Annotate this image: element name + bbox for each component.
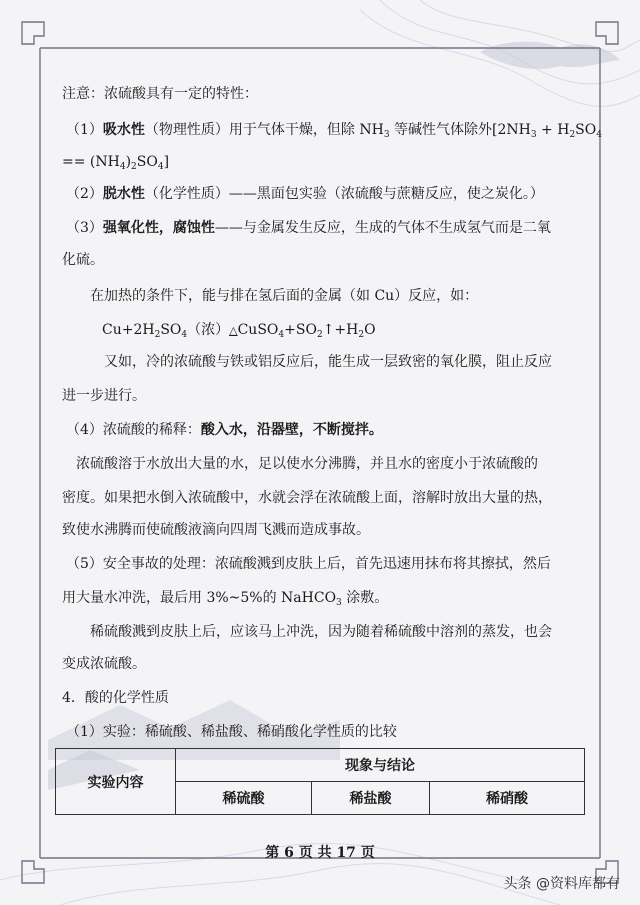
item-water-absorption-cont: == $(NH_4)_2SO_4$] <box>62 154 170 172</box>
item-safety: （5）安全事故的处理：浓硫酸溅到皮肤上后，首先迅速用抹布将其擦拭，然后 <box>66 556 551 572</box>
table-header-hydrochloric: 稀盐酸 <box>312 782 430 814</box>
table-header-nitric: 稀硝酸 <box>486 791 528 807</box>
dilution-explanation: 浓硫酸溶于水放出大量的水，足以使水分沸腾，并且水的密度小于浓硫酸的 <box>76 456 538 472</box>
dilute-acid-note: 稀硫酸溅到皮肤上后，应该马上冲洗，因为随着稀硫酸中溶剂的蒸发，也会 <box>90 624 552 640</box>
passivation-text-cont: 进一步进行。 <box>62 388 146 404</box>
section-heading: 4．酸的化学性质 <box>62 690 169 706</box>
item-dehydration: （2）脱水性（化学性质）——黑面包实验（浓硫酸与蔗糖反应，使之炭化。） <box>66 186 544 202</box>
dilution-explanation-2: 密度。如果把水倒入浓硫酸中，水就会浮在浓硫酸上面，溶解时放出大量的热， <box>62 490 552 506</box>
passivation-text: 又如，冷的浓硫酸与铁或铝反应后，能生成一层致密的氧化膜，阻止反应 <box>104 354 552 370</box>
dilute-acid-note-cont: 变成浓硫酸。 <box>62 656 146 672</box>
item-safety-cont: 用大量水冲洗，最后用 3%~5%的 NaHCO$_3$ 涂敷。 <box>62 590 389 608</box>
table-header-group: 现象与结论 <box>176 749 584 782</box>
table-header-sulfuric: 稀硫酸 <box>176 782 312 814</box>
page-number: 第 6 页 共 17 页 <box>265 845 375 861</box>
comparison-table <box>55 748 585 815</box>
item-oxidation: （3）强氧化性，腐蚀性——与金属发生反应，生成的气体不生成氢气而是二氧 <box>66 220 551 236</box>
note-intro: 注意：浓硫酸具有一定的特性： <box>62 86 258 102</box>
table-header-content: 实验内容 <box>56 749 176 814</box>
heating-condition-text: 在加热的条件下，能与排在氢后面的金属（如 Cu）反应，如： <box>90 288 479 304</box>
experiment-intro: （1）实验：稀硫酸、稀盐酸、稀硝酸化学性质的比较 <box>66 724 397 740</box>
item-dilution: （4）浓硫酸的稀释：酸入水，沿器壁，不断搅拌。 <box>66 422 383 438</box>
item-oxidation-cont: 化硫。 <box>62 252 104 268</box>
item-water-absorption: （1）吸水性（物理性质）用于气体干燥，但除 $NH_3$ 等碱性气体除外[$2NH_3 + H_2SO_4$ <box>66 122 602 140</box>
reaction-equation: $Cu+2H_2SO_4$（浓）$\triangle CuSO_4+SO_2↑+H_2O$ <box>102 322 376 340</box>
dilution-explanation-3: 致使水沸腾而使硫酸液滴向四周飞溅而造成事故。 <box>62 522 370 538</box>
watermark: 头条 @资料库都有 <box>503 876 620 892</box>
